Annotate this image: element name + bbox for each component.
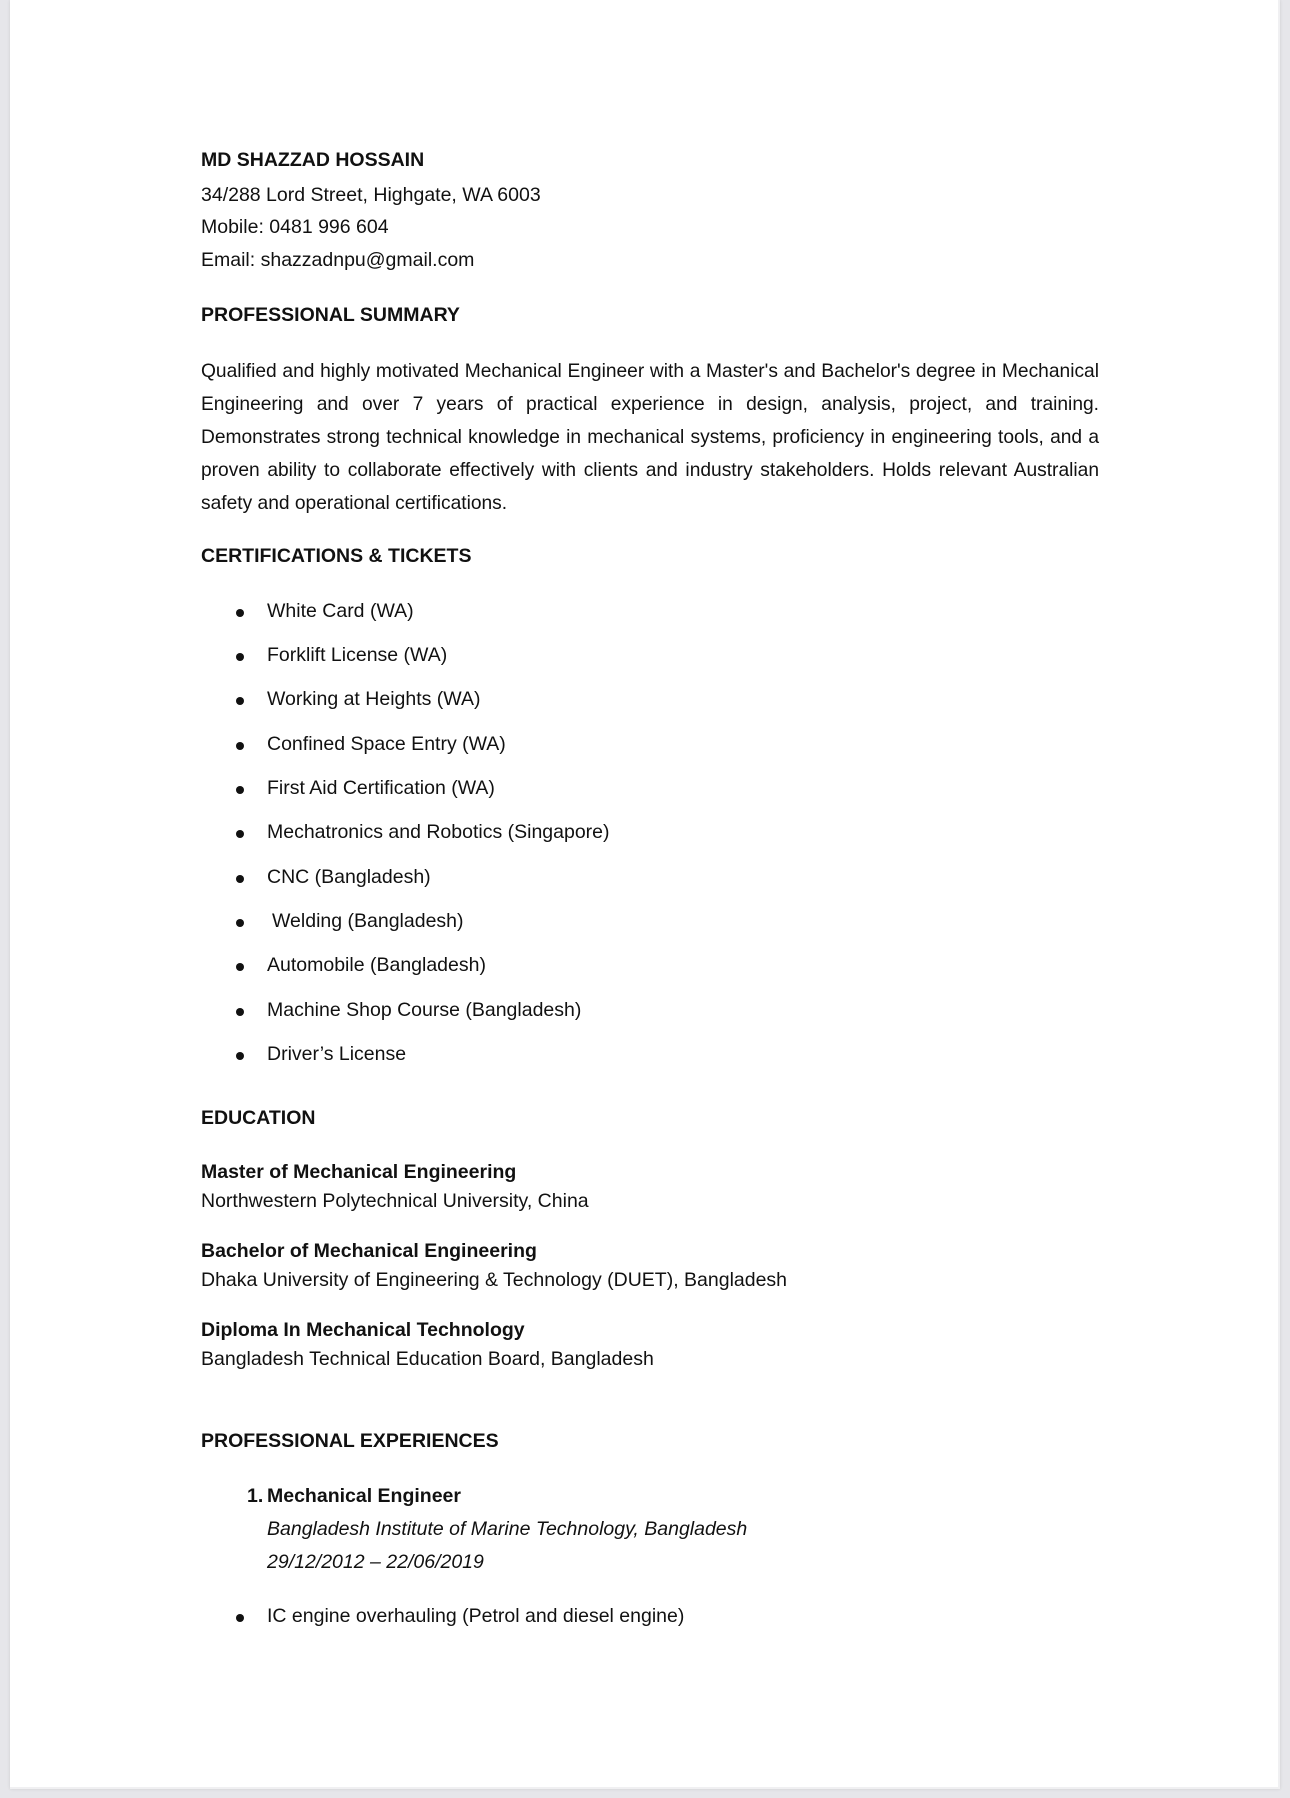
- degree-title: Bachelor of Mechanical Engineering: [201, 1240, 537, 1262]
- candidate-name: MD SHAZZAD HOSSAIN: [201, 149, 425, 171]
- cert-label: Welding (Bangladesh): [272, 910, 464, 932]
- bullet-icon: [236, 919, 244, 927]
- cert-item: [201, 996, 1001, 1025]
- cert-item: [201, 951, 1001, 980]
- degree-title: Master of Mechanical Engineering: [201, 1161, 517, 1183]
- cert-label: Working at Heights (WA): [267, 688, 481, 710]
- summary-heading: PROFESSIONAL SUMMARY: [201, 304, 460, 326]
- email: Email: shazzadnpu@gmail.com: [201, 249, 475, 271]
- cert-label: Confined Space Entry (WA): [267, 733, 506, 755]
- cert-item: [201, 685, 1001, 714]
- bullet-icon: [236, 1614, 244, 1622]
- cert-item: [201, 907, 1001, 936]
- institution: Dhaka University of Engineering & Technology (DUET), Bangladesh: [201, 1269, 788, 1291]
- education-heading: EDUCATION: [201, 1107, 316, 1129]
- cert-label: Driver’s License: [267, 1043, 407, 1065]
- job-dates: 29/12/2012 – 22/06/2019: [267, 1551, 484, 1573]
- degree-title: Diploma In Mechanical Technology: [201, 1319, 525, 1341]
- bullet-icon: [236, 963, 244, 971]
- bullet-icon: [236, 875, 244, 883]
- cert-item: [201, 863, 1001, 892]
- cert-item: [201, 730, 1001, 759]
- cert-item: [201, 774, 1001, 803]
- cert-label: Forklift License (WA): [267, 644, 448, 666]
- duty-item: [201, 1602, 1001, 1631]
- cert-item: [201, 641, 1001, 670]
- cert-label: Machine Shop Course (Bangladesh): [267, 999, 582, 1021]
- institution: Bangladesh Technical Education Board, Bangladesh: [201, 1348, 654, 1370]
- bullet-icon: [236, 653, 244, 661]
- cert-label: First Aid Certification (WA): [267, 777, 495, 799]
- summary-text: Qualified and highly motivated Mechanical Engineer with a Master's and Bachelor's degree in Mechanical Engineering and over 7 years of practical experience in design, analysis, project, and training. Demonstrates strong technical knowledge in mechanical systems, proficiency in engineering tools, and a proven ability to collaborate effectively with clients and industry stakeholders. Holds relevant Australian safety and operational certifications.: [201, 361, 1099, 514]
- job-number: 1.: [247, 1485, 264, 1507]
- bullet-icon: [236, 1052, 244, 1060]
- cert-item: [201, 597, 1001, 626]
- institution: Northwestern Polytechnical University, China: [201, 1190, 589, 1212]
- address: 34/288 Lord Street, Highgate, WA 6003: [201, 184, 541, 206]
- bullet-icon: [236, 1008, 244, 1016]
- job-entry: [201, 1482, 1001, 1582]
- cert-label: Automobile (Bangladesh): [267, 954, 486, 976]
- job-title: Mechanical Engineer: [267, 1485, 461, 1507]
- bullet-icon: [236, 830, 244, 838]
- bullet-icon: [236, 742, 244, 750]
- mobile: Mobile: 0481 996 604: [201, 216, 389, 238]
- certifications-heading: CERTIFICATIONS & TICKETS: [201, 545, 472, 567]
- duty-label: IC engine overhauling (Petrol and diesel engine): [267, 1605, 685, 1627]
- cert-item: [201, 1040, 1001, 1069]
- cert-label: Mechatronics and Robotics (Singapore): [267, 821, 610, 843]
- cert-label: White Card (WA): [267, 600, 414, 622]
- cert-item: [201, 818, 1001, 847]
- document-page: [10, 0, 1280, 1789]
- bullet-icon: [236, 786, 244, 794]
- bullet-icon: [236, 697, 244, 705]
- cert-label: CNC (Bangladesh): [267, 866, 431, 888]
- experience-heading: PROFESSIONAL EXPERIENCES: [201, 1430, 499, 1452]
- job-employer: Bangladesh Institute of Marine Technology, Bangladesh: [267, 1518, 748, 1540]
- bullet-icon: [236, 609, 244, 617]
